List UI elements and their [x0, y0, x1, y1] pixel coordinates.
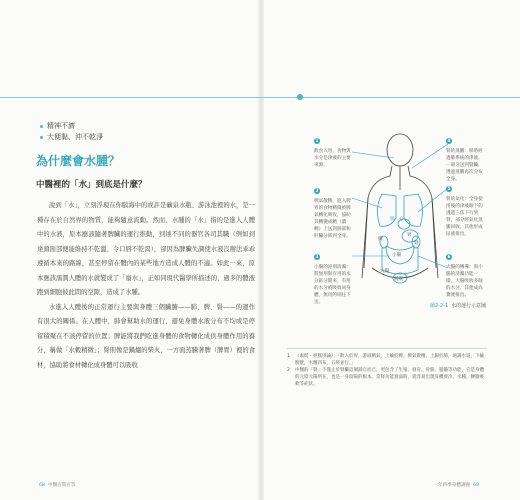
figure-caption: 圖2-2-1 水的運行示意圖 — [430, 303, 487, 309]
callout-text: 腎的蒸騰：肺將經過肺系統的津液、一部分送到腎臟，透過蒸騰再次分布全身。 — [446, 149, 483, 182]
sub-title: 中醫裡的「水」到底是什麼？ — [36, 180, 147, 190]
header-dot — [297, 94, 303, 100]
page-number-right: 69 — [473, 483, 479, 488]
organ-label-heart: 心 — [399, 217, 404, 222]
organ-label-lung: 肺 — [390, 217, 395, 222]
bullet-icon — [40, 125, 43, 128]
organ-label-spleen: 脾 — [378, 237, 383, 242]
footnote: 1 《素問・經脈別論》：「飲入於胃，游溢精氣，上輸於脾。脾氣散精，上歸於肺，通調水道，下輸膀胱，水精四布，五經並行。」 — [287, 354, 484, 366]
callout-badge: 4 — [447, 138, 451, 143]
callout-badge: 5 — [447, 186, 451, 191]
paragraph: 水進入人體後的正常運行主要與身體三個臟腑——肺、脾、腎——的運作有很大的關係。在人體中，肺會幫助水的運行，避免身體水液分布不均或是停留積聚在不該停留的位置；脾能將我們吃進身體的食物轉化成供身體作用的養分，稱做「水穀精微」；腎則像是鍋爐的柴火，一方面蒸騰著脾（脾胃）裡的食材，協助將食材轉化成身體可以吸收 — [37, 303, 255, 369]
paragraph: 說到「水」，立刻浮現在你腦海中的或許是礦泉水瓶、游泳池裡的水，是一種存在於自然界的物質，能夠隨意流動。然而，水腫的「水」指的是進入人體中的水液，原本應該隨著脾臟的運行推動，到達不同的器官各司其職（例如到達頭面部便能維持不乾澀、令口唇不乾渴），卻因為脾臟失調使水液沒辦法乖乖遵循本來的路線，甚至停留在體內的某些地方造成人體的不適。如此一來，原本應該濡潤人體的水就變成了「廢水」，正如同現代醫學所描述的，過多的體液跑到細胞彼此間的空隙，造成了水腫。 — [37, 202, 255, 296]
callout-text: 小腸的泌別清濁：將無用與有用的水分區分開來，有用的水分被吸收回身體，無用的則往下送。 — [314, 265, 351, 305]
callout-text: 飲食入胃，食物與水分是津液的主要來源。 — [314, 149, 351, 168]
header-rule — [0, 97, 520, 98]
bullet-icon — [40, 136, 43, 139]
symptom-list — [40, 121, 103, 143]
water-circulation-figure — [312, 128, 488, 314]
callout-badge: 3 — [315, 254, 319, 259]
organ-label-kidney: 腎 — [414, 241, 419, 246]
body-text — [37, 199, 255, 373]
organ-label-small-intestine: 小腸 — [392, 253, 402, 258]
symptom-item: 大便黏、沖不乾淨 — [40, 132, 103, 143]
callout-badge: 1 — [315, 138, 319, 143]
footer-left: 68 中醫百問百答 — [39, 483, 76, 488]
organ-label-stomach: 胃 — [407, 233, 412, 238]
callout-text: 腎的氣化：全身使用後的津液餘下的透過三焦下行到腎，部分經氣化蒸騰回收，其他形成尿液排出。 — [446, 197, 483, 237]
callout-badge: 6 — [447, 254, 451, 259]
notes-rule — [287, 348, 487, 349]
footnote: 2 中醫的「腎」不僅止於腎臟這個器官而已，更包含了生殖、發育、骨骼、腦髓等功能，它是身體的元陰元陽所在，也是一身陰陽的根本。當腎功能衰弱時，就容易出現身體發冷、水腫、腰膝痠軟等症狀。 — [287, 368, 484, 387]
organ-label-large-intestine: 大腸 — [380, 269, 390, 274]
footer-right: 一年四季身體調養 69 — [433, 483, 479, 488]
callout-badge: 2 — [315, 188, 319, 193]
callout-text: 脾氣散精，進入脾胃的食物精微被脾氣轉化吸收，協助其轉變成精（濃稠）上送到肺部和肝臟分佈到全身。 — [314, 199, 351, 239]
organ-label-bladder: 膀胱 — [394, 277, 404, 282]
book-gutter — [258, 0, 264, 500]
footnotes — [287, 353, 487, 388]
callout-text: 大腸的傳導：與小腸的清濁功能一樣，大腸吸收多餘的水分，其他成為糞便排出。 — [446, 265, 483, 298]
section-title: 為什麼會水腫？ — [36, 154, 121, 168]
symptom-item: 精神不濟 — [40, 121, 103, 132]
page-number-left: 68 — [39, 483, 45, 488]
